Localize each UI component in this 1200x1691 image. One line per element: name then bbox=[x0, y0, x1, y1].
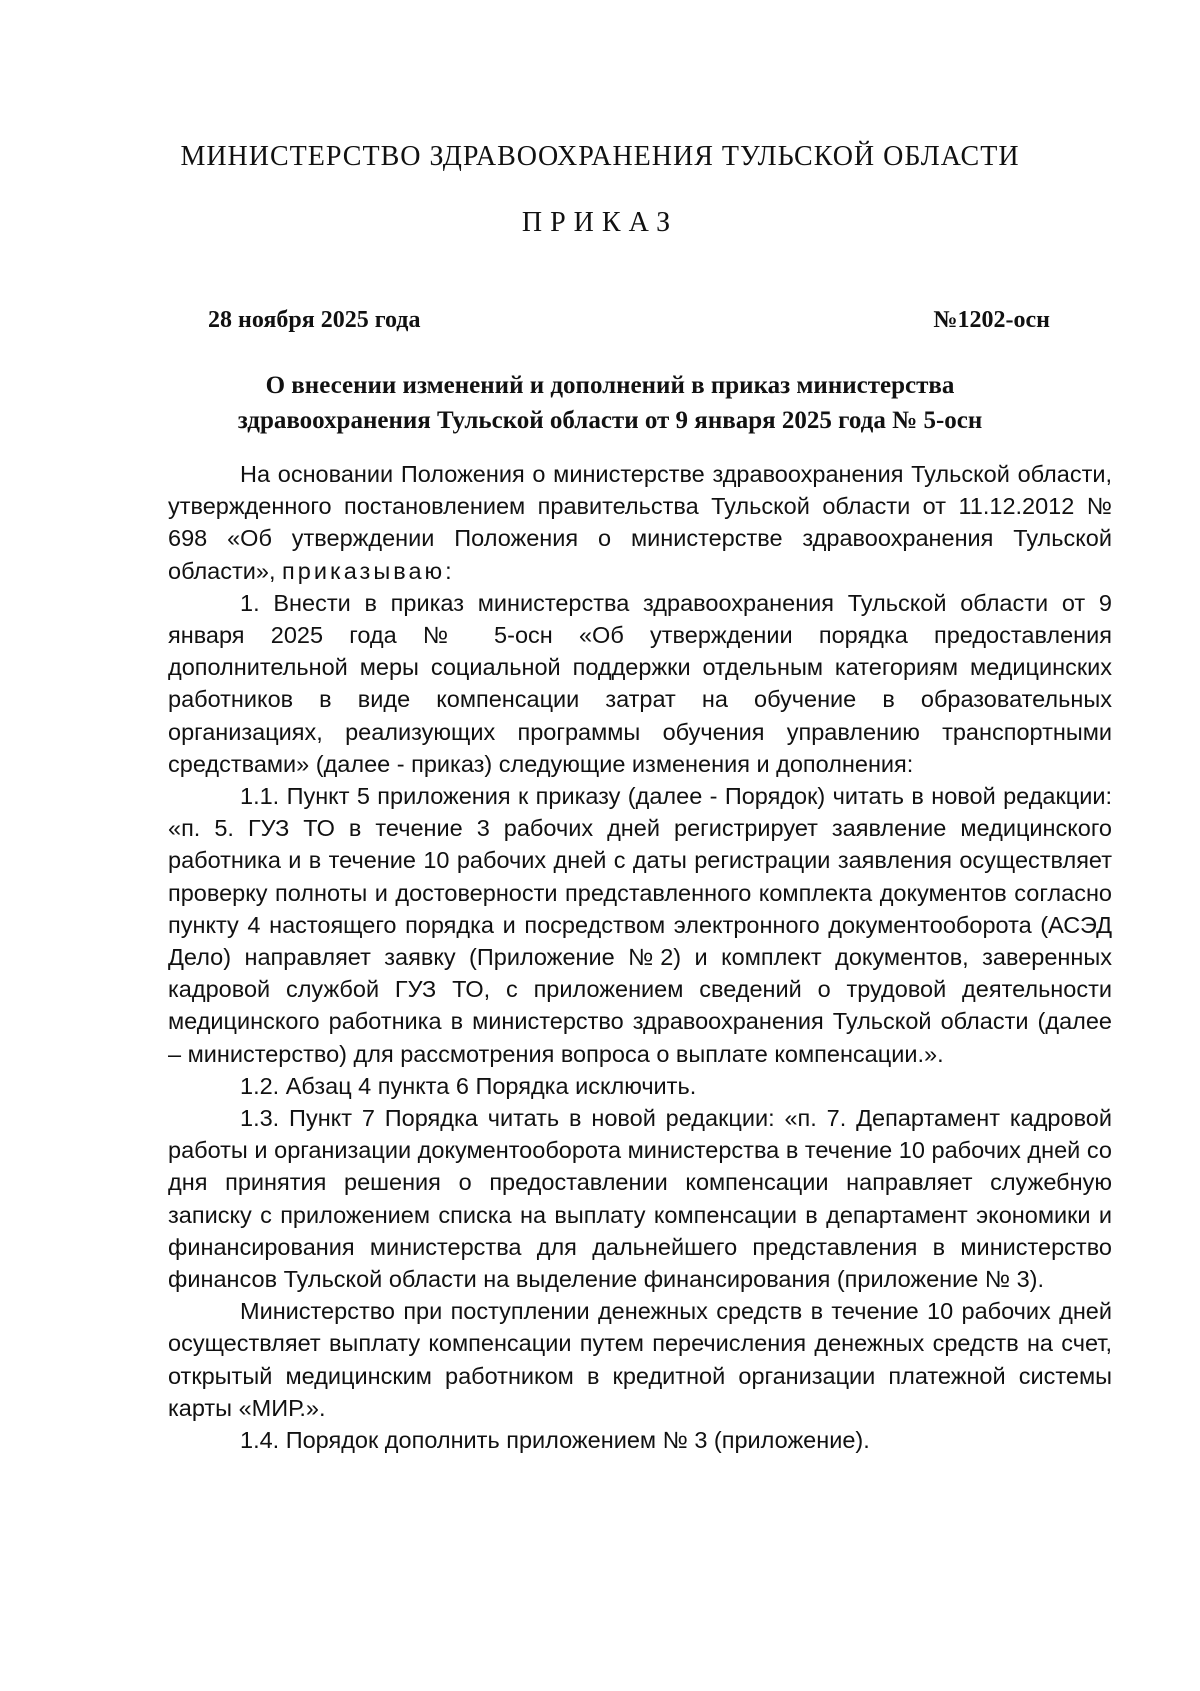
order-subject: О внесении изменений и дополнений в приказ министерства здравоохранения Тульской области от 9 января 2025 года № 5-осн bbox=[237, 372, 983, 434]
body-paragraph: 1.1. Пункт 5 приложения к приказу (далее - Порядок) читать в новой редакции: «п. 5. ГУЗ ТО в течение 3 рабочих дней регистрирует заявление медицинского работника и в течение 10 рабочих дней с даты регистрации заявления осуществляет проверку полноты и достоверности представленного комплекта документов согласно пункту 4 настоящего порядка и посредством электронного документооборота (АСЭД Дело) направляет заявку (Приложение №2) и комплект документов, заверенных кадровой службой ГУЗ ТО, с приложением сведений о трудовой деятельности медицинского работника в министерство здравоохранения Тульской области (далее – министерство) для рассмотрения вопроса о выплате компенсации.». bbox=[168, 783, 1112, 1067]
order-title: ПРИКАЗ bbox=[521, 207, 679, 238]
preamble-text: На основании Положения о министерстве здравоохранения Тульской области, утвержденного постановлением правительства Тульской области от 11.12.2012 № 698 «Об утверждении Положения о министерстве здравоохранения Тульской области», bbox=[168, 461, 1112, 584]
preamble-paragraph bbox=[168, 458, 1112, 587]
body-paragraph: 1.2. Абзац 4 пункта 6 Порядка исключить. bbox=[240, 1072, 697, 1099]
body-paragraph: Министерство при поступлении денежных средств в течение 10 рабочих дней осуществляет выплату компенсации путем перечисления денежных средств на счет, открытый медицинским работником в кредитной организации платежной системы карты «МИР.». bbox=[168, 1298, 1112, 1421]
document-body bbox=[168, 458, 1112, 1456]
order-number: №1202-осн bbox=[933, 307, 1050, 333]
preamble-order-word: приказываю: bbox=[282, 557, 455, 584]
order-date: 28 ноября 2025 года bbox=[208, 307, 421, 333]
ministry-heading: МИНИСТЕРСТВО ЗДРАВООХРАНЕНИЯ ТУЛЬСКОЙ ОБЛАСТИ bbox=[180, 141, 1020, 172]
body-paragraph: 1.4. Порядок дополнить приложением № 3 (приложение). bbox=[240, 1427, 870, 1454]
body-paragraph: 1.3. Пункт 7 Порядка читать в новой редакции: «п. 7. Департамент кадровой работы и организации документооборота министерства в течение 10 рабочих дней со дня принятия решения о предоставлении компенсации направляет служебную записку с приложением списка на выплату компенсации в департамент экономики и финансирования министерства для дальнейшего представления в министерство финансов Тульской области на выделение финансирования (приложение № 3). bbox=[168, 1105, 1112, 1293]
body-paragraph: 1. Внести в приказ министерства здравоохранения Тульской области от 9 января 2025 года № 5-осн «Об утверждении порядка предоставления дополнительной меры социальной поддержки отдельным категориям медицинских работников в виде компенсации затрат на обучение в образовательных организациях, реализующих программы обучения управлению транспортными средствами» (далее - приказ) следующие изменения и дополнения: bbox=[168, 589, 1112, 777]
